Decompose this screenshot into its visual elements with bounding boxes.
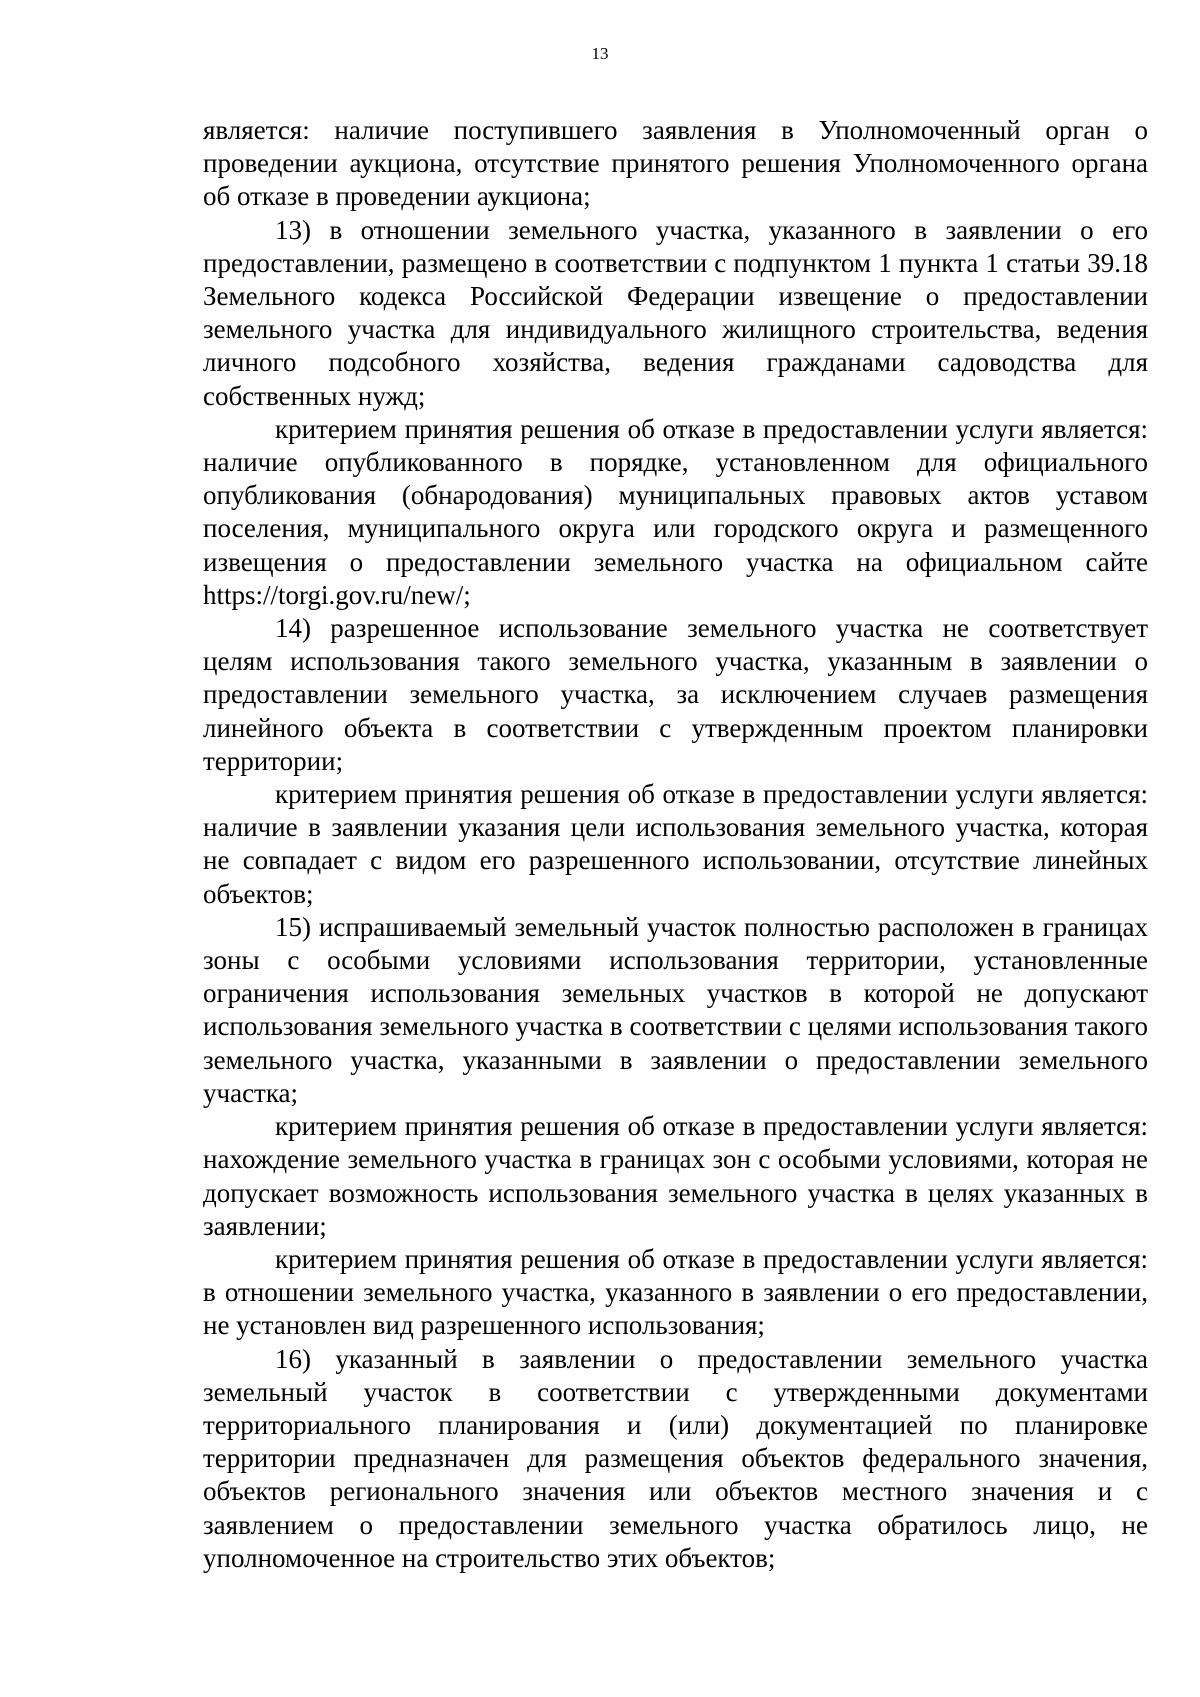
paragraph-item-15: 15) испрашиваемый земельный участок полностью расположен в границах зоны с особыми условиями использования территории, установленные ограничения использования земельных участков в которой не допускают использования земельного участка в соответствии с целями использования такого земельного участка, указанными в заявлении о предоставлении земельного участка; — [203, 911, 1148, 1108]
paragraph-item-15-criterion-permitted-use: критерием принятия решения об отказе в предоставлении услуги является: в отношении земельного участка, указанного в заявлении о его предоставлении, не установлен вид разрешенного использования; — [203, 1243, 1148, 1341]
paragraph-item-14-criterion: критерием принятия решения об отказе в предоставлении услуги является: наличие в заявлении указания цели использования земельного участка, которая не совпадает с видом его разрешенного использовании, отсутствие линейных объектов; — [203, 779, 1148, 909]
document-body — [203, 114, 1148, 1575]
page-number: 13 — [591, 44, 609, 63]
paragraph-item-15-criterion-zones: критерием принятия решения об отказе в предоставлении услуги является: нахождение земельного участка в границах зон с особыми условиями, которая не допускает возможность использования земельного участка в целях указанных в заявлении; — [203, 1111, 1148, 1241]
paragraph-item-13-criterion: критерием принятия решения об отказе в предоставлении услуги является: наличие опубликованного в порядке, установленном для официального опубликования (обнародования) муниципальных правовых актов уставом поселения, муниципального округа или городского округа и размещенного извещения о предоставлении земельного участка на официальном сайте https://torgi.gov.ru/new/; — [203, 413, 1148, 610]
paragraph-item-13: 13) в отношении земельного участка, указанного в заявлении о его предоставлении, размещено в соответствии с подпунктом 1 пункта 1 статьи 39.18 Земельного кодекса Российской Федерации извещение о предоставлении земельного участка для индивидуального жилищного строительства, ведения личного подсобного хозяйства, ведения гражданами садоводства для собственных нужд; — [203, 214, 1148, 411]
paragraph-item-14: 14) разрешенное использование земельного участка не соответствует целям использования такого земельного участка, указанным в заявлении о предоставлении земельного участка, за исключением случаев размещения линейного объекта в соответствии с утвержденным проектом планировки территории; — [203, 613, 1148, 776]
paragraph-item-16: 16) указанный в заявлении о предоставлении земельного участка земельный участок в соответствии с утвержденными документами территориального планирования и (или) документацией по планировке территории предназначен для размещения объектов федерального значения, объектов регионального значения или объектов местного значения и с заявлением о предоставлении земельного участка обратилось лицо, не уполномоченное на строительство этих объектов; — [203, 1343, 1148, 1573]
paragraph-auction-criterion-continued: является: наличие поступившего заявления в Уполномоченный орган о проведении аукциона, отсутствие принятого решения Уполномоченного органа об отказе в проведении аукциона; — [203, 115, 1148, 212]
